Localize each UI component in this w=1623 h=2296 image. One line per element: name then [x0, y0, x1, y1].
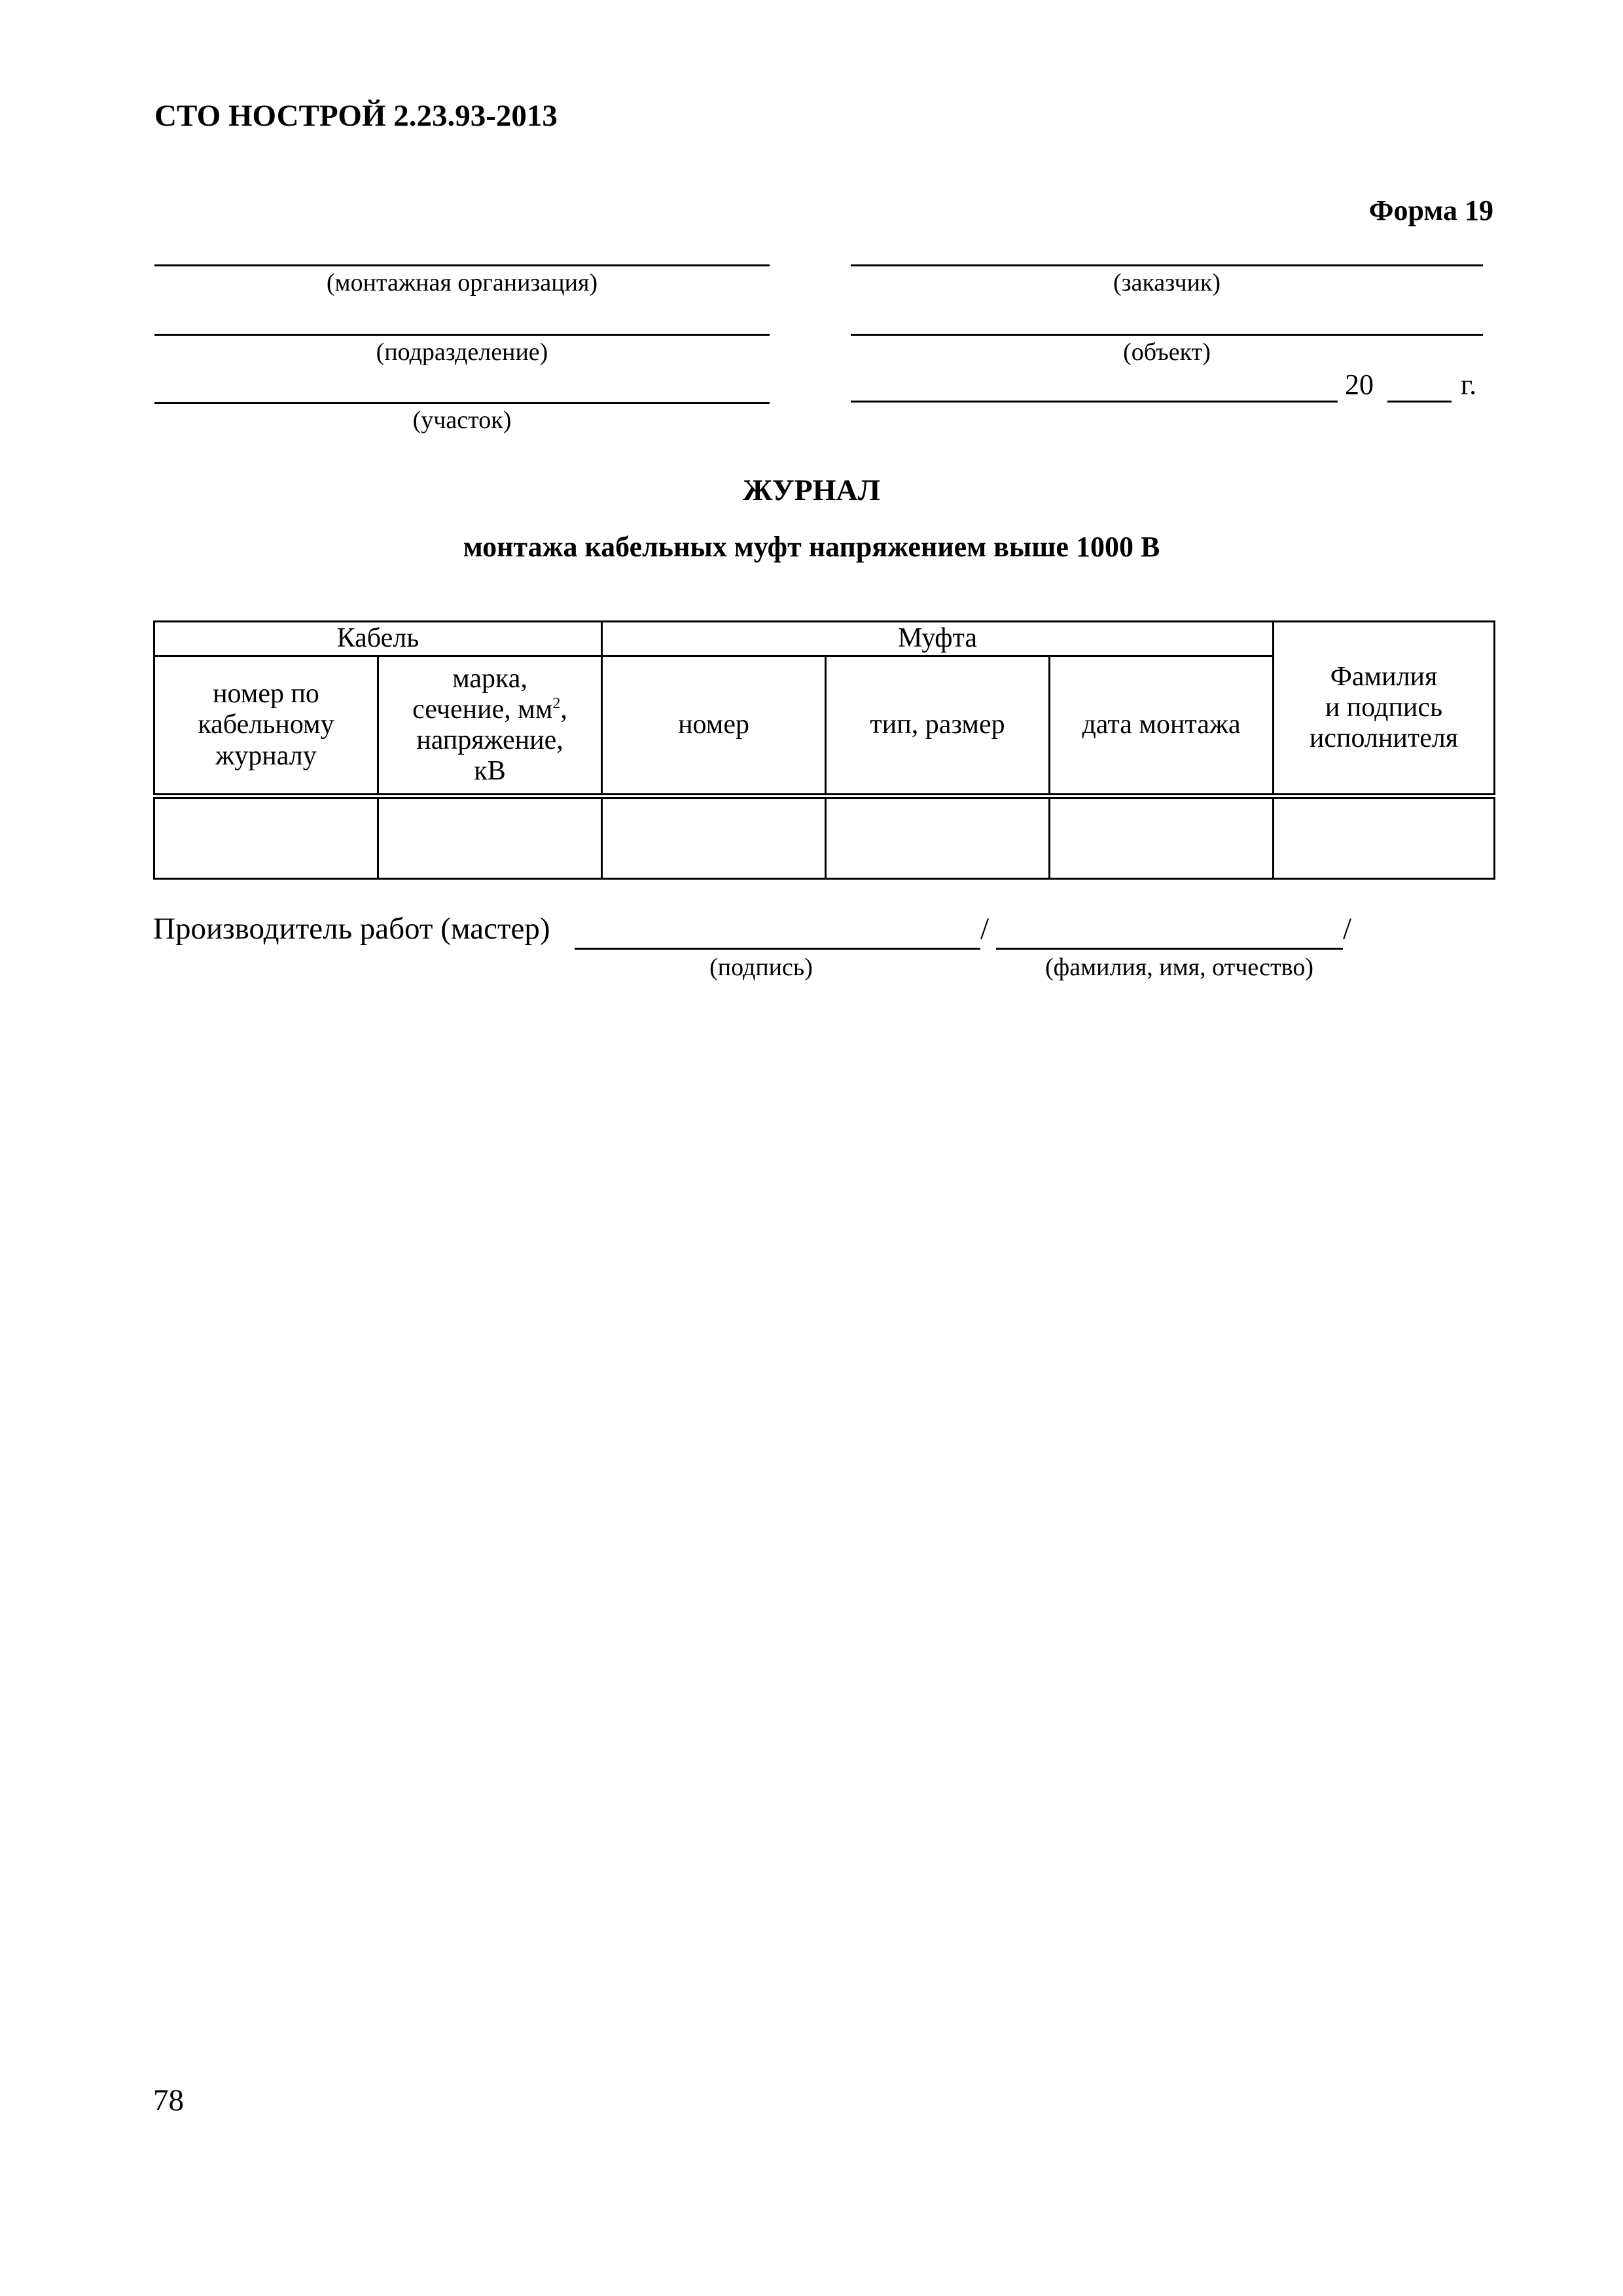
journal-table [153, 620, 1495, 880]
site-section-line[interactable] [154, 402, 770, 404]
date-year-suffix: г. [1461, 368, 1477, 401]
full-name-caption: (фамилия, имя, отчество) [1044, 954, 1313, 981]
installation-org-caption: (монтажная организация) [326, 269, 598, 296]
signature-line[interactable] [575, 948, 980, 950]
type-size-header: тип, размер [826, 656, 1050, 797]
customer-line[interactable] [851, 264, 1483, 266]
cable-brand-header [378, 656, 602, 797]
cable-brand-line2: сечение, мм [412, 694, 553, 725]
slash-separator: / [980, 912, 990, 946]
performer-header-line1: Фамилия [1330, 661, 1438, 692]
performer-header [1274, 622, 1495, 797]
performer-header-line3: исполнителя [1309, 723, 1459, 754]
slash-separator-end: / [1343, 912, 1352, 946]
cable-number-line2: кабельному [198, 709, 334, 740]
cable-number-line3: журналу [215, 740, 317, 771]
site-section-caption: (участок) [412, 406, 512, 434]
subdivision-line[interactable] [154, 334, 770, 336]
cell-cable-brand[interactable] [378, 797, 602, 879]
cell-mount-date[interactable] [1050, 797, 1274, 879]
page-number: 78 [153, 2083, 184, 2117]
customer-caption: (заказчик) [1113, 269, 1221, 296]
cable-group-header: Кабель [154, 622, 602, 656]
cable-brand-line3: напряжение, [416, 725, 563, 755]
cable-number-line1: номер по [213, 679, 319, 709]
foreman-label: Производитель работ (мастер) [153, 912, 550, 946]
cable-brand-line2-comma: , [560, 694, 567, 725]
cable-brand-line4: кВ [474, 756, 506, 787]
subdivision-caption: (подразделение) [376, 338, 548, 366]
cell-performer[interactable] [1274, 797, 1495, 879]
coupling-number-header: номер [602, 656, 826, 797]
date-day-month-line[interactable] [851, 401, 1338, 403]
installation-org-line[interactable] [154, 264, 770, 266]
date-year-blank[interactable] [1387, 401, 1452, 403]
form-number: Форма 19 [1368, 194, 1493, 226]
full-name-line[interactable] [996, 948, 1343, 950]
object-caption: (объект) [1123, 338, 1211, 366]
table-row [154, 797, 1495, 879]
cell-cable-number[interactable] [154, 797, 378, 879]
date-century: 20 [1345, 368, 1374, 401]
coupling-group-header: Муфта [602, 622, 1274, 656]
cable-number-header [154, 656, 378, 797]
performer-header-line2: и подпись [1325, 692, 1443, 723]
document-code: СТО НОСТРОЙ 2.23.93-2013 [154, 99, 558, 133]
journal-title: ЖУРНАЛ [743, 473, 880, 507]
journal-subtitle: монтажа кабельных муфт напряжением выше 1000 В [463, 531, 1160, 563]
cell-coupling-number[interactable] [602, 797, 826, 879]
object-line[interactable] [851, 334, 1483, 336]
cable-brand-superscript: 2 [552, 694, 561, 712]
mount-date-header: дата монтажа [1050, 656, 1274, 797]
signature-caption: (подпись) [709, 954, 813, 981]
cable-brand-line1: марка, [452, 663, 527, 694]
cell-type-size[interactable] [826, 797, 1050, 879]
